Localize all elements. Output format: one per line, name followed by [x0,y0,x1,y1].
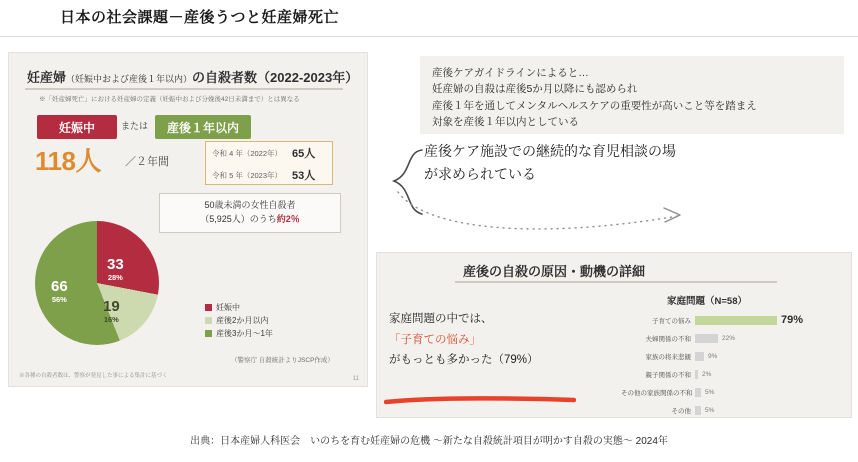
female-suicide-share-callout [159,193,341,233]
commentary-line-1: 家庭問題の中では、 [389,313,493,325]
bar-label-other: その他 [671,408,691,415]
bar-label-family-future: 家族の将来悲観 [645,354,691,361]
legend-label-pregnant: 妊娠中 [216,303,240,312]
badge-pregnant: 妊娠中 [37,115,117,139]
bar-label-childcare: 子育ての悩み [652,318,691,325]
bar-label-other-family: その他の家族関係の不和 [621,390,693,397]
pie-pct-3-months-to-1-year: 56% [51,294,67,304]
left-slide-panel [8,52,368,387]
bar-track-childcare [695,314,804,326]
left-slide-title-underline [25,88,343,90]
left-slide-page-number: 11 [352,376,359,382]
guideline-note-line-1: 産後ケアガイドラインによると… [432,67,589,79]
guideline-note-box [420,56,844,134]
left-slide-title-paren: （妊娠中および産後１年以内） [66,74,193,84]
family-problem-bar-chart [621,293,843,413]
pie-value-within-2-months: 19 [103,298,120,315]
year-breakdown-box [205,141,333,185]
left-slide-footnote: ※各種の自殺者数は、警察が発見した事による集計に基づく [19,373,168,379]
left-slide-title-rest: の自殺者数（2022-2023年） [192,70,359,85]
pie-pct-within-2-months: 16% [103,314,119,324]
bar-track-marital [695,334,799,343]
bar-row-family-future [621,351,799,362]
legend-item-within-2-months [205,314,273,327]
year-label-2023: 令和 5 年（2023年） [212,171,283,180]
page-title: 日本の社会課題－産後うつと妊産婦死亡 [60,9,340,26]
bar-label-marital: 夫婦関係の不和 [645,336,691,343]
header-divider [0,36,858,37]
bar-fill-other [695,406,701,415]
year-label-2022: 令和 4 年（2022年） [212,149,283,158]
badge-or-label: または [121,121,149,131]
pie-pct-pregnant: 28% [107,272,123,282]
source-footer: 出典：日本産婦人科医会 いのちを育む妊産婦の危機 ～新たな自殺統計項目が明かす自殺の実態～ 2024年 [190,436,668,447]
bar-value-other: 5% [705,407,715,414]
left-slide-title [27,67,358,86]
bar-row-other-family [621,387,799,398]
bar-fill-other-family [695,388,701,397]
right-slide-title-underline [455,281,777,283]
suicide-count-value: 118人 [35,146,101,176]
pie-value-pregnant: 33 [107,256,124,273]
legend-item-3-months-to-1-year [205,327,273,340]
year-value-2023: 53人 [292,170,316,182]
pie-value-3-months-to-1-year: 66 [51,278,68,295]
suicide-count-unit: ／２年間 [125,156,169,168]
bar-track-parent-child [695,370,799,379]
legend-swatch-icon-pregnant [205,304,212,311]
suicide-timing-pie-chart [35,221,159,345]
legend-swatch-icon-3-months-to-1-year [205,330,212,337]
pie-label-within-2-months [103,299,120,324]
guideline-note-line-4: 対象を産後１年以内としている [432,115,579,128]
right-slide-title: 産後の自殺の原因・動機の詳細 [463,264,646,279]
pie-legend [205,301,273,341]
bar-value-parent-child: 2% [702,371,712,378]
bar-row-other [621,405,799,416]
commentary-line-3: がもっとも多かった（79%） [389,354,539,367]
bar-value-marital: 22% [722,335,736,342]
left-slide-source: （警察庁 自殺統計よりJSCP作成） [231,357,334,364]
pie-label-3-months-to-1-year [51,279,68,304]
bar-value-other-family: 5% [705,389,715,396]
key-statement-line-1: 産後ケア施設での継続的な育児相談の場 [424,143,676,159]
bar-row-childcare [621,314,804,326]
pie-label-pregnant [107,257,124,282]
bar-track-family-future [695,352,799,361]
guideline-note-line-2: 妊産婦の自殺は産後5か月以降にも認められ [432,83,638,96]
left-slide-title-main: 妊産婦 [27,70,67,85]
bar-fill-family-future [695,352,704,361]
right-slide-commentary [389,309,609,371]
callout-line-2: （5,925人）のうち [200,213,277,224]
red-marker-underline-icon [384,396,576,405]
year-value-2022: 65人 [292,148,316,160]
bar-row-parent-child [621,369,799,380]
legend-label-3-months-to-1-year: 産後3か月～1年 [216,329,273,339]
key-statement [424,140,824,186]
bar-value-childcare: 79% [781,314,804,326]
guideline-note-line-3: 産後１年を通してメンタルヘルスケアの重要性が高いこと等を踏まえ [432,99,757,112]
bar-value-family-future: 9% [708,353,718,360]
bar-fill-childcare [695,316,777,325]
chart-title: 家庭問題（N=58） [667,296,747,307]
legend-item-pregnant [205,301,273,314]
dashed-arrow-icon [396,186,696,242]
bar-row-marital [621,333,799,344]
legend-label-within-2-months: 産後2か月以内 [216,316,269,326]
key-statement-line-2: が求められている [424,166,536,183]
bar-track-other [695,406,799,415]
badge-postpartum: 産後１年以内 [155,115,251,139]
left-slide-note: ※「妊産婦死亡」における妊産婦の定義（妊娠中および分娩後42日未満まで）とは異なる [39,96,300,103]
bar-track-other-family [695,388,799,397]
legend-swatch-icon-within-2-months [205,317,212,324]
callout-line-1: 50歳未満の女性自殺者 [204,200,296,210]
bar-fill-marital [695,334,718,343]
right-slide-panel [376,252,852,418]
bar-fill-parent-child [695,370,698,379]
bar-label-parent-child: 親子関係の不和 [645,372,691,379]
callout-percent: 約2％ [276,213,300,224]
commentary-line-2: 「子育ての悩み」 [389,333,481,346]
